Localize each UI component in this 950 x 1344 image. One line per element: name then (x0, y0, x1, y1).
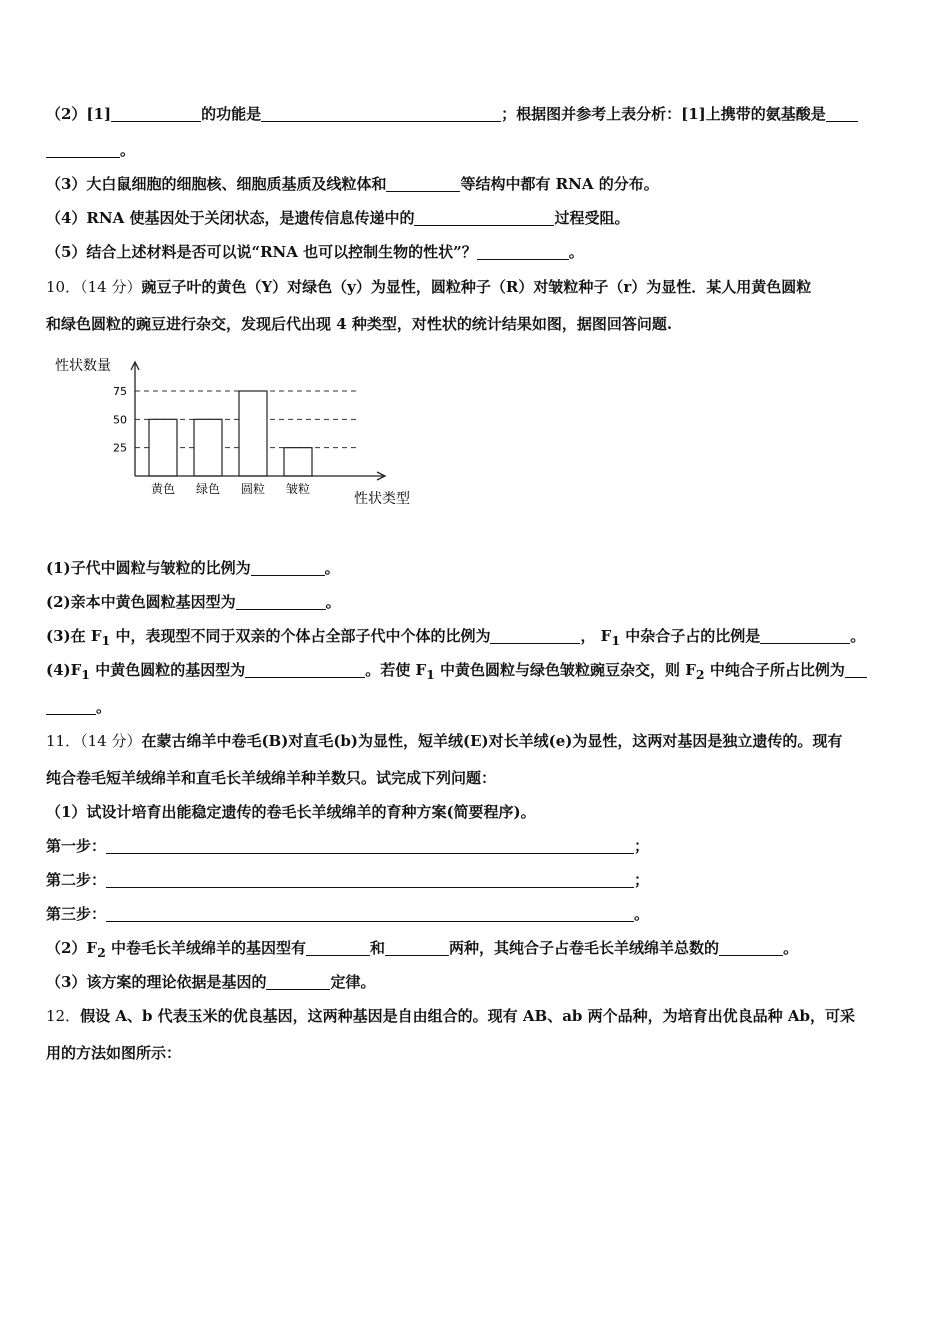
q10-stem-line-1 (46, 277, 811, 297)
answer-blank[interactable] (719, 940, 783, 956)
q9-item-2-text-b: ；根据图并参考上表分析：[1]上携带的氨基酸是 (501, 105, 826, 123)
q10-sub-4-end: 。 (96, 698, 112, 716)
q10-sub-4-cont (46, 697, 111, 717)
q10-sub-3-text-b: 中，表现型不同于双亲的个体占全部子代中个体的比例为 (110, 627, 491, 645)
question-number: 10．（14 分） (46, 278, 142, 296)
bar (284, 448, 312, 476)
q11-sub-2-text-a: （2）F (46, 939, 98, 957)
q11-stem-text-1: 在蒙古绵羊中卷毛(B)对直毛(b)为显性，短羊绒(E)对长羊绒(e)为显性，这两对基因是独立遗传的。现有 (141, 732, 843, 750)
q9-item-4-text-a: （4）RNA 使基因处于关闭状态，是遗传信息传递中的 (46, 209, 415, 227)
subscript: 1 (101, 633, 111, 648)
q11-stem-line-1 (46, 731, 842, 751)
answer-blank[interactable] (306, 940, 370, 956)
q10-sub-3-end: 。 (850, 627, 866, 645)
answer-blank[interactable] (385, 940, 449, 956)
q11-step-1 (46, 836, 649, 856)
y-tick-label: 25 (113, 441, 127, 455)
answer-blank[interactable] (261, 106, 501, 122)
answer-blank[interactable] (46, 699, 96, 715)
q11-stem-line-2 (46, 768, 496, 788)
answer-blank[interactable] (845, 662, 867, 678)
q9-item-3-text-a: （3）大白鼠细胞的细胞核、细胞质基质及线粒体和 (46, 175, 387, 193)
q9-item-5 (46, 242, 584, 262)
q10-sub-4-text-c: 。若使 F (365, 661, 427, 679)
answer-blank[interactable] (236, 594, 326, 610)
x-tick-label: 皱粒 (285, 482, 311, 496)
q9-item-5-text-a: （5）结合上述材料是否可以说“RNA 也可以控制生物的性状”？ (46, 243, 477, 261)
q10-sub-2-end: 。 (325, 593, 341, 611)
q9-item-3-text-b: 等结构中都有 RNA 的分布。 (460, 175, 659, 193)
answer-blank[interactable] (106, 906, 634, 922)
q10-sub-2-text: (2)亲本中黄色圆粒基因型为 (46, 593, 236, 611)
answer-blank[interactable] (251, 560, 325, 576)
q9-item-3 (46, 174, 659, 194)
step-label: 第二步： (46, 871, 107, 889)
q11-sub-3-end: 定律。 (330, 973, 376, 991)
step-end: ； (634, 837, 650, 855)
q11-sub-2-end: 。 (783, 939, 799, 957)
q11-sub-2-text-d: 两种，其纯合子占卷毛长羊绒绵羊总数的 (449, 939, 720, 957)
x-tick-label: 圆粒 (240, 482, 266, 496)
q11-sub-2 (46, 938, 798, 963)
answer-blank[interactable] (111, 106, 201, 122)
subscript: 2 (695, 667, 705, 682)
q11-step-2 (46, 870, 649, 890)
answer-blank[interactable] (266, 974, 330, 990)
answer-blank[interactable] (46, 142, 120, 158)
subscript: 2 (97, 945, 106, 960)
q10-sub-3 (46, 626, 865, 651)
step-end: ； (634, 871, 650, 889)
q11-step-3 (46, 904, 649, 924)
q11-sub-2-text-b: 中卷毛长羊绒绵羊的基因型有 (105, 939, 307, 957)
subscript: 1 (611, 633, 621, 648)
q11-stem-text-2: 纯合卷毛短羊绒绵羊和直毛长羊绒绵羊种羊数只。试完成下列问题： (46, 769, 497, 787)
trait-bar-chart (50, 352, 430, 517)
answer-blank[interactable] (106, 872, 634, 888)
bar (239, 391, 267, 476)
q12-stem-text-2: 用的方法如图所示： (46, 1044, 182, 1062)
answer-blank[interactable] (245, 662, 365, 678)
q11-sub-2-text-c: 和 (370, 939, 386, 957)
step-end: 。 (634, 905, 650, 923)
q10-sub-4-text-e: 中纯合子所占比例为 (704, 661, 845, 679)
answer-blank[interactable] (106, 838, 634, 854)
y-axis-title: 性状数量 (55, 358, 111, 374)
y-tick-label: 50 (113, 413, 127, 427)
q9-item-2-text-a: 的功能是 (201, 105, 262, 123)
y-tick-label: 75 (113, 385, 127, 398)
q10-sub-3-text-c: ， F (580, 627, 612, 645)
q10-sub-1 (46, 558, 340, 578)
step-label: 第一步： (46, 837, 107, 855)
q9-item-2-end: 。 (120, 141, 136, 159)
question-number: 11．（14 分） (46, 732, 142, 750)
q12-stem-text-1: 假设 A、b 代表玉米的优良基因，这两种基因是自由组合的。现有 AB、ab 两个品种，为培育出优良品种 Ab，可采 (80, 1007, 855, 1025)
q9-item-4 (46, 208, 630, 228)
subscript: 1 (426, 667, 435, 682)
q9-item-4-text-b: 过程受阻。 (554, 209, 630, 227)
bar (194, 419, 222, 476)
q12-stem-line-2 (46, 1043, 181, 1063)
x-axis-title: 性状类型 (354, 491, 410, 507)
q12-stem-line-1 (46, 1006, 855, 1026)
q10-stem-text-2: 和绿色圆粒的豌豆进行杂交，发现后代出现 4 种类型，对性状的统计结果如图，据图回答问题. (46, 315, 673, 333)
answer-blank[interactable] (386, 176, 460, 192)
q10-stem-text-1: 豌豆子叶的黄色（Y）对绿色（y）为显性，圆粒种子（R）对皱粒种子（r）为显性．某人用黄色圆粒 (141, 278, 812, 296)
q11-sub-1 (46, 802, 536, 822)
q10-sub-3-text-a: (3)在 F (46, 627, 102, 645)
q10-stem-line-2 (46, 314, 672, 334)
q10-sub-4-text-b: 中黄色圆粒的基因型为 (89, 661, 246, 679)
x-tick-label: 黄色 (150, 482, 176, 496)
q10-sub-4 (46, 660, 867, 685)
q11-sub-3 (46, 972, 375, 992)
answer-blank[interactable] (760, 628, 850, 644)
q9-item-5-text-b: 。 (568, 243, 584, 261)
q9-item-2-label: （2）[1] (46, 105, 112, 123)
answer-blank[interactable] (826, 106, 858, 122)
answer-blank[interactable] (490, 628, 580, 644)
x-tick-label: 绿色 (195, 482, 221, 496)
answer-blank[interactable] (477, 244, 569, 260)
subscript: 1 (81, 667, 90, 682)
question-number: 12． (46, 1007, 81, 1025)
q10-sub-4-text-d: 中黄色圆粒与绿色皱粒豌豆杂交，则 F (434, 661, 696, 679)
q10-sub-1-text: (1)子代中圆粒与皱粒的比例为 (46, 559, 251, 577)
bar (149, 419, 177, 476)
step-label: 第三步： (46, 905, 107, 923)
q10-sub-4-text-a: (4)F (46, 661, 82, 679)
q10-sub-2 (46, 592, 341, 612)
answer-blank[interactable] (414, 210, 554, 226)
q11-sub-1-text: （1）试设计培育出能稳定遗传的卷毛长羊绒绵羊的育种方案(简要程序)。 (46, 803, 536, 821)
q10-sub-1-end: 。 (324, 559, 340, 577)
q10-sub-3-text-d: 中杂合子占的比例是 (620, 627, 761, 645)
q11-sub-3-text: （3）该方案的理论依据是基因的 (46, 973, 267, 991)
q9-item-2-cont (46, 140, 135, 160)
q9-item-2 (46, 104, 858, 124)
